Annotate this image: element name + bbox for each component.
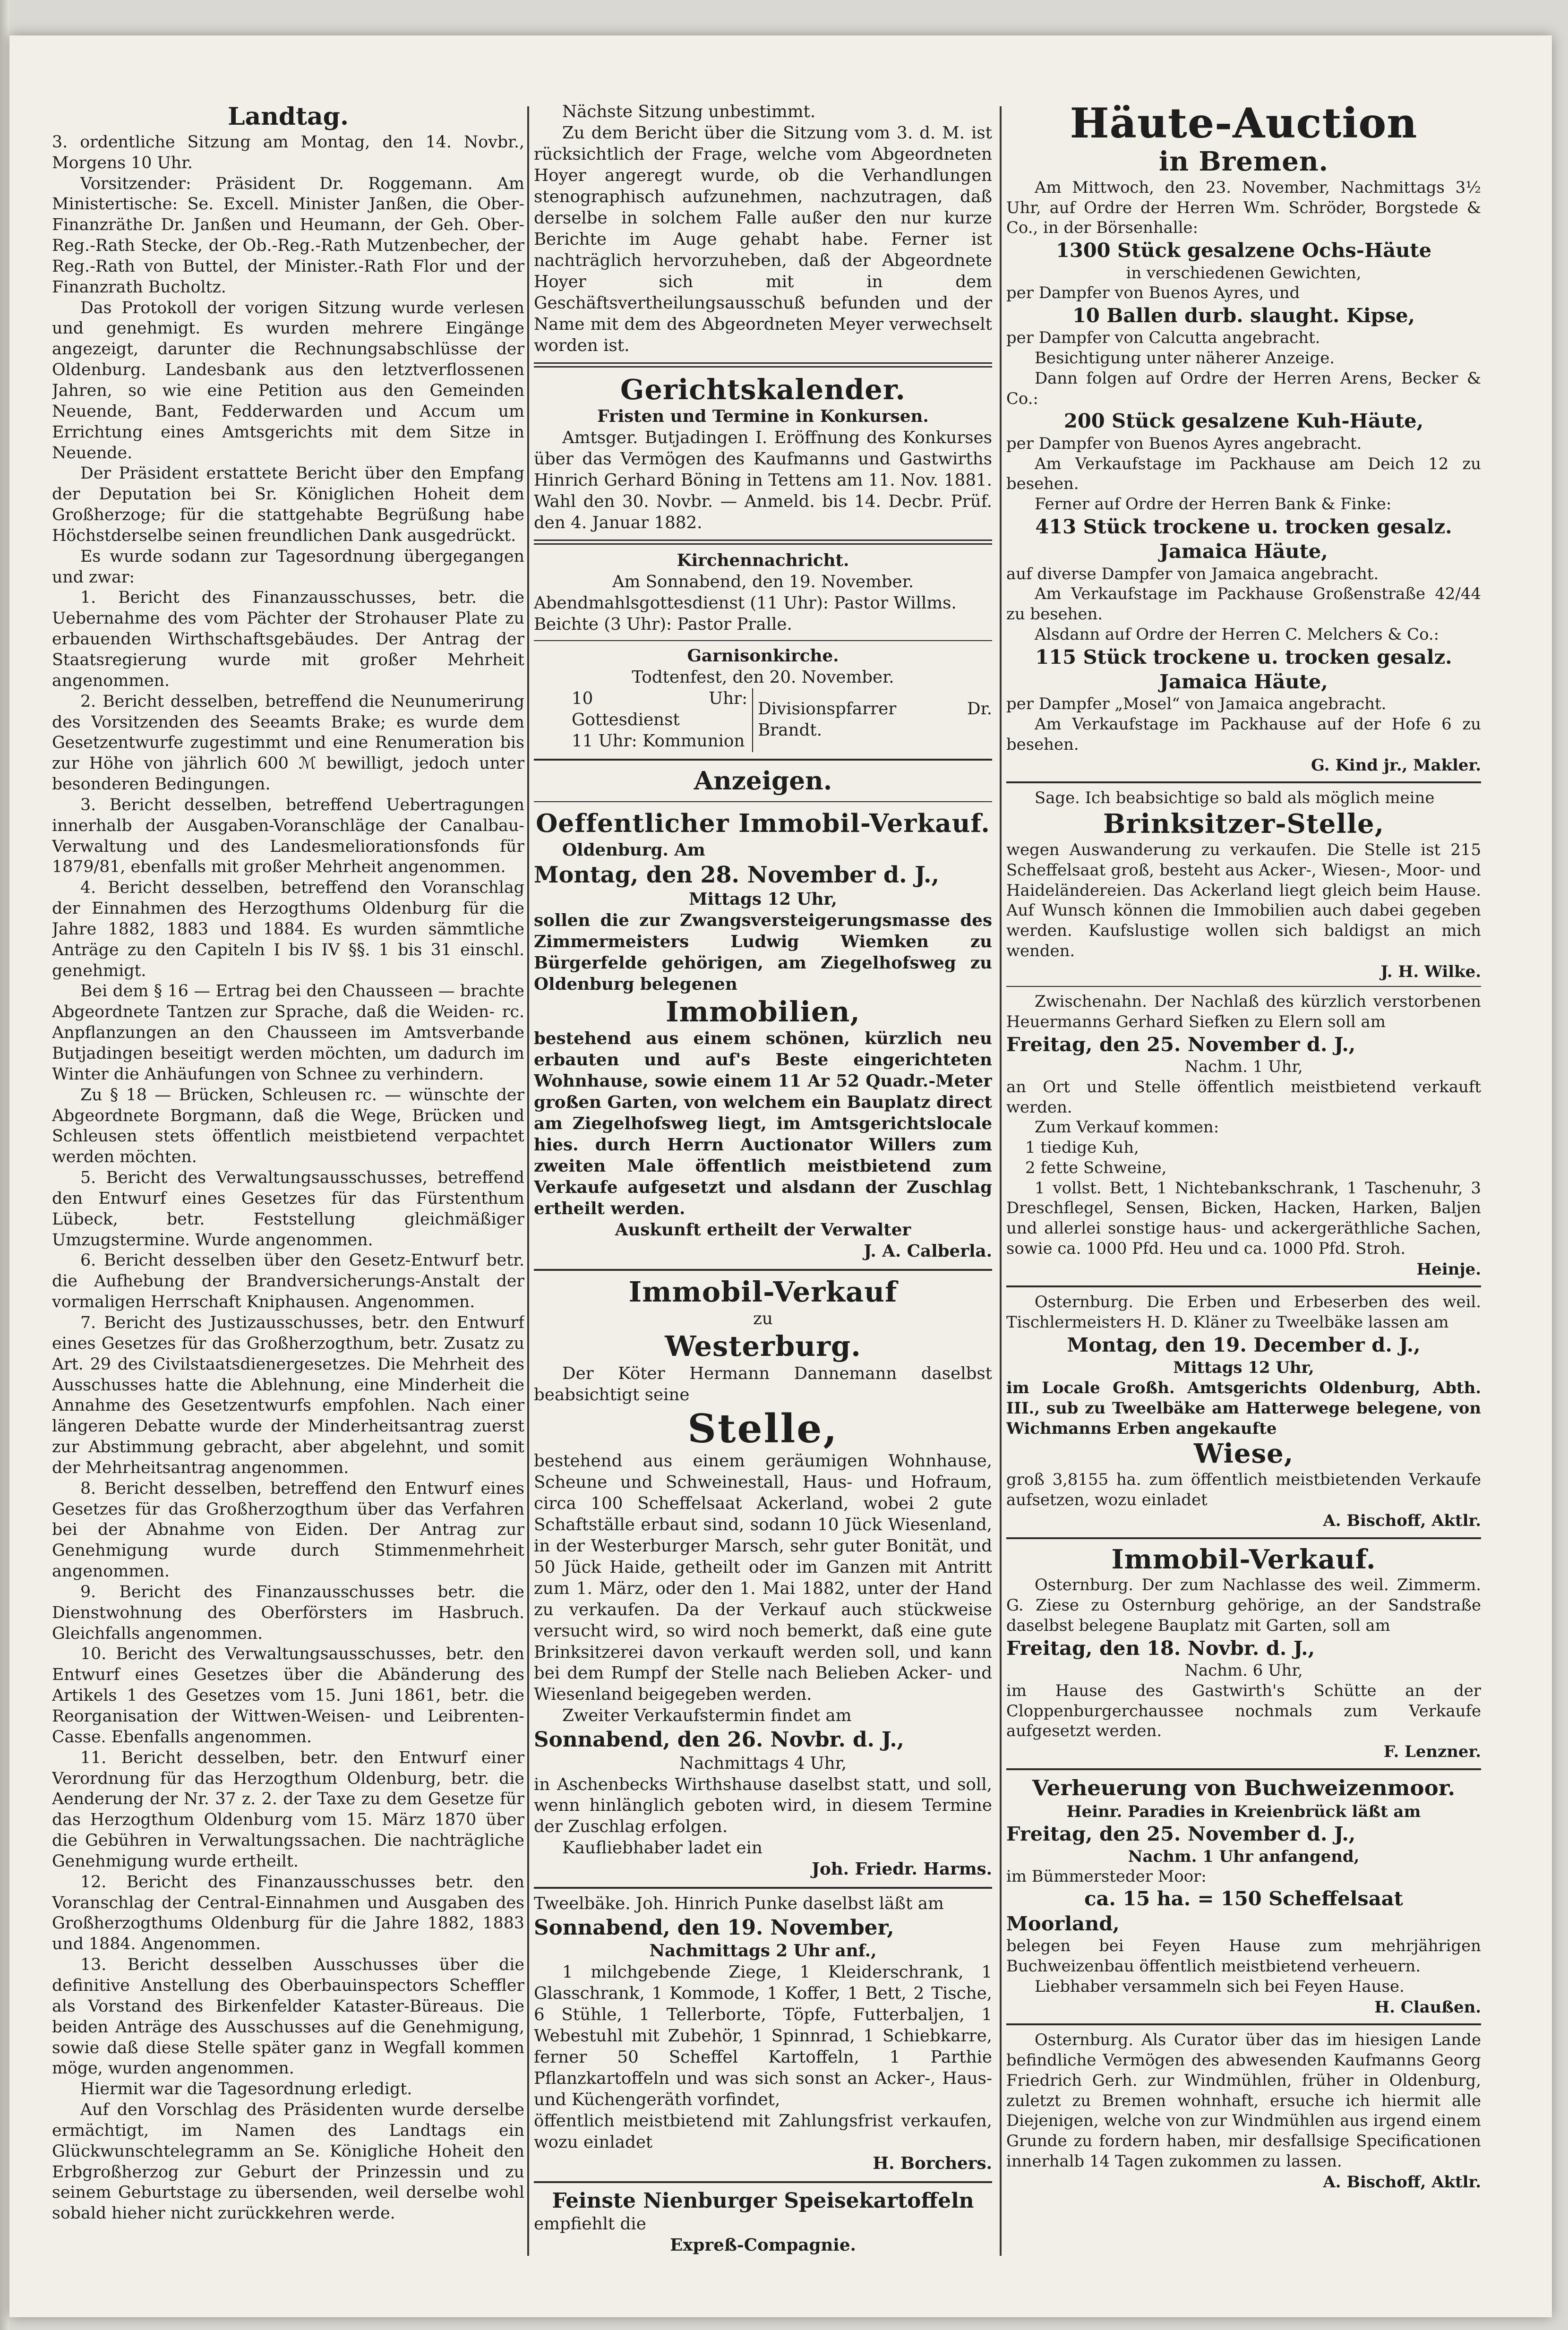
verkauf2-place: Westerburg. [665,1330,861,1363]
zwisch-text1: Zwischenahn. Der Nachlaß des kürzlich verstorbenen Heuermanns Gerhard Siefken zu Elern soll am [1006,992,1481,1031]
paragraph: 13. Bericht desselben Ausschusses über die definitive Anstellung des Oberbauinspectors Scheffler als Vorstand des Birkenfelder Kataster-Büreaus. Die beiden Anträge des Ausschusses auf die Genehmigung, sowie daß diese Stelle später ganz in Wegfall kommen möge, wurden angenommen. [52,1955,524,2078]
haeute-text10: Am Verkaufstage im Packhause Großenstraße 42/44 zu besehen. [1006,584,1481,624]
column-middle [534,102,992,2256]
zwisch-date: Freitag, den 25. November d. J., [1006,1032,1356,1056]
ostern1-date: Montag, den 19. December d. J., [1067,1333,1421,1356]
ostern2-sign: A. Bischoff, Aktlr. [1323,2172,1481,2191]
buch-text2: im Bümmersteder Moor: [1006,1867,1207,1885]
paragraph: Auf den Vorschlag des Präsidenten wurde derselbe ermächtigt, im Namen des Landtags ein Glückwunschtelegramm an Se. Königliche Hoheit den Erbgroßherzog zur Geburt der Prinzessin und zu seinem Geburtstage zu übersenden, weil derselbe wohl sobald hieher nicht zurückkehren werde. [52,2100,524,2223]
verkauf1-immobilien: Immobilien, [666,995,860,1028]
paragraph: Vorsitzender: Präsident Dr. Roggemann. Am Ministertische: Se. Excell. Minister Janßen, die Ober-Finanzräthe Dr. Janßen und Heumann, der Geh. Ober-Reg.-Rath Stecke, der Ob.-Reg.-Rath Mutzenbecher, der Reg.-Rath von Buttel, der Minister.-Rath Flor und der Finanzrath Bucholtz. [52,174,524,297]
immob-text2: im Hause des Gastwirth's Schütte an der Cloppenburgerchaussee nochmals zum Verkaufe aufgesetzt werden. [1006,1681,1481,1740]
divider [1006,986,1481,987]
newspaper-page [9,35,1552,2317]
ostern2-text: Osternburg. Als Curator über das im hiesigen Lande befindliche Vermögen des abwesenden Kaufmanns Georg Friedrich Gerh. zur Windmühlen, früher in Oldenburg, zuletzt zu Bremen wohnhaft, ersuche ich hiermit alle Diejenigen, welche von zur Windmühlen aus irgend einem Grunde zu fordern haben, mir desfallsige Specificationen innerhalb 14 Tagen zukommen zu lassen. [1006,2030,1481,2170]
buch-text4: Liebhaber versammeln sich bei Feyen Hause. [1035,1977,1405,1996]
kart-sign: Expreß-Compagnie. [670,2236,856,2255]
immob-sign: F. Lenzner. [1383,1742,1481,1761]
paragraph: Bei dem § 16 — Ertrag bei den Chausseen — brachte Abgeordnete Tantzen zur Sprache, daß die Weiden- rc. Anpflanzungen an den Chausseen im Amtsverbande Butjadingen beseitigt werden möchten, um dadurch im Winter die Anhäufungen von Schnee zu verhindern. [52,982,524,1084]
divider [1006,781,1481,783]
haeute-text3: per Dampfer von Calcutta angebracht. [1006,328,1320,347]
divider [534,759,992,761]
divider [534,1269,992,1271]
anzeigen-title: Anzeigen. [694,765,832,796]
verkauf1-text2: bestehend aus einem schönen, kürzlich neu erbauten und auf's Beste eingerichteten Wohnhause, sowie einem 11 Ar 52 Quadr.-Meter großen Garten, von welchem ein Bauplatz direct am Ziegelhofsweg liegt, im Amtsgerichtslocale hies. durch Herrn Auctionator Willers zum zweiten Male öffentlich meistbietend zum Verkaufe aufgesetzt und alsdann der Zuschlag ertheilt werden. [534,1029,992,1219]
verkauf2-stelle: Stelle, [687,1405,839,1452]
haeute-text6: per Dampfer von Buenos Ayres angebracht. [1006,434,1362,453]
divider [1006,2023,1481,2025]
haeute-text1: Am Mittwoch, den 23. November, Nachmittags 3½ Uhr, auf Ordre der Herren Wm. Schröder, Borgstede & Co., in der Börsenhalle: [1006,178,1481,237]
ostern1-title: Wiese, [1193,1438,1294,1470]
paragraph: 1. Bericht des Finanzausschusses, betr. die Uebernahme des vom Pächter der Strohauser Plate zu erbauenden Wirthschaftsgebäudes. Der Antrag der Staatsregierung wurde mit großer Mehrheit angenommen. [52,588,524,690]
ostern1-text2: im Locale Großh. Amtsgerichts Oldenburg, Abth. III., sub zu Tweelbäke am Hatterwege belegene, von Wichmanns Erben angekaufte [1006,1378,1481,1438]
paragraph: Das Protokoll der vorigen Sitzung wurde verlesen und genehmigt. Es wurden mehrere Eingänge angezeigt, darunter die Rechnungsabschlüsse der Oldenburg. Landesbank aus den letztverflossenen Jahren, so wie eine Petition aus den Gemeinden Neuende, Bant, Fedderwarden und Accum um Errichtung eines Amtsgerichts mit dem Sitze in Neuende. [52,298,524,463]
haeute-sign: G. Kind jr., Makler. [1311,755,1481,774]
divider [534,640,992,641]
zwisch-sign: Heinje. [1416,1259,1481,1278]
haeute-item5: 115 Stück trockene u. trocken gesalz. [1035,645,1452,668]
verkauf2-intro: Der Köter Hermann Dannemann daselbst beabsichtigt seine [534,1363,992,1405]
page-edge [0,0,9,2330]
landtag-continuation [534,102,992,357]
kart-text: empfiehlt die [534,2214,646,2234]
list-item: 1 tiedige Kuh, [1025,1138,1139,1157]
divider [534,2181,992,2183]
verkauf2-zu: zu [753,1309,773,1329]
garnison-date: Todtenfest, den 20. November. [632,667,894,687]
paragraph: 11. Bericht desselben, betr. den Entwurf einer Verordnung für das Herzogthum Oldenburg, betr. die Aenderung der Nr. 37 z. 2. der Taxe zu dem Gesetze für das Herzogthum Oldenburg vom 15. März 1870 über die Gebühren in Verwaltungssachen. Die nachträgliche Genehmigung wurde ertheilt. [52,1748,524,1871]
tweel-text1: Tweelbäke. Joh. Hinrich Punke daselbst läßt am [534,1894,944,1914]
buch-title: Verheuerung von Buchweizenmoor. [1032,1775,1456,1800]
gericht-subtitle: Fristen und Termine in Konkursen. [597,406,929,426]
verkauf2-text2: in Aschenbecks Wirthshause daselbst statt, und soll, wenn hinlänglich geboten wird, in diesem Termine der Zuschlag erfolgen. [534,1774,992,1837]
paragraph: Beichte (3 Uhr): Pastor Pralle. [534,614,792,634]
immob-title: Immobil-Verkauf. [1111,1543,1376,1575]
paragraph: Es wurde sodann zur Tagesordnung übergegangen und zwar: [52,547,524,587]
verkauf2-sign: Joh. Friedr. Harms. [812,1859,992,1879]
paragraph: 10. Bericht des Verwaltungsausschusses, betr. den Entwurf eines Gesetzes über die Abänderung des Artikels 1 des Gesetzes vom 15. Juni 1861, betr. die Reorganisation der Wittwen-Weisen- und Leibrenten-Casse. Ebenfalls angenommen. [52,1645,524,1747]
garnison-line2: 11 Uhr: Kommunion [572,731,745,751]
garnison-pastor: Divisionspfarrer Dr. Brandt. [758,699,992,740]
paragraph: Nächste Sitzung unbestimmt. [562,102,816,121]
tweel-text2: 1 milchgebende Ziege, 1 Kleiderschrank, 1 Glasschrank, 1 Kommode, 1 Koffer, 1 Bett, 2 Tische, 6 Stühle, 1 Tellerborte, Töpfe, Futterbaljen, 1 Webestuhl mit Zubehör, 1 Spinnrad, 1 Schiebkarre, ferner 50 Scheffel Kartoffeln, 1 Parthie Pflanzkartoffeln und was sich sonst an Acker-, Haus- und Küchengeräth vorfindet, [534,1962,992,2110]
buch-sign: H. Claußen. [1374,1997,1481,2016]
buch-item2: Moorland, [1006,1911,1120,1935]
haeute-title: Häute-Auction [1070,102,1418,147]
zwisch-text4: 1 vollst. Bett, 1 Nichtebankschrank, 1 Taschenuhr, 3 Dreschflegel, Sensen, Bicken, Hacken, Harken, Baljen und allerlei sonstige haus- und ackergeräthliche Sachen, sowie ca. 1000 Pfd. Heu und ca. 1000 Pfd. Stroh. [1006,1178,1481,1258]
buch-date: Freitag, den 25. November d. J., [1006,1822,1356,1845]
immob-time: Nachm. 6 Uhr, [1184,1661,1303,1680]
paragraph: 8. Bericht desselben, betreffend den Entwurf eines Gesetzes für das Großherzogthum über das Verfahren bei der Abnahme von Eiden. Der Antrag zur Genehmigung wurde durch Stimmenmehrheit angenommen. [52,1479,524,1581]
verkauf2-title: Immobil-Verkauf [628,1276,898,1309]
paragraph: Zu § 18 — Brücken, Schleusen rc. — wünschte der Abgeordnete Borgmann, daß die Wege, Brücken und Schleusen stets öffentlich meistbietend verpachtet werden möchten. [52,1085,524,1167]
buch-item: ca. 15 ha. = 150 Scheffelsaat [1084,1887,1403,1910]
paragraph: 9. Bericht des Finanzausschusses betr. die Dienstwohnung des Oberförsters im Hasbruch. Gleichfalls angenommen. [52,1582,524,1643]
divider [534,1887,992,1889]
zwisch-text3: Zum Verkauf kommen: [1035,1118,1219,1137]
column-right [1006,102,1481,2256]
paragraph: 4. Bericht desselben, betreffend den Voranschlag der Einnahmen des Herzogthums Oldenburg für die Jahre 1882, 1883 und 1884. Es wurden sämmtliche Anträge zu den Capiteln I bis IV §§. 1 bis 31 einschl. genehmigt. [52,878,524,980]
divider [534,801,992,802]
haeute-text2: per Dampfer von Buenos Ayres, und [1006,283,1300,302]
haeute-item3: 200 Stück gesalzene Kuh-Häute, [1063,409,1424,433]
garnison-title: Garnisonkirche. [687,646,839,666]
haeute-item5b: Jamaica Häute, [1159,670,1328,694]
verkauf2-date: Sonnabend, den 26. Novbr. d. J., [534,1728,904,1752]
divider [534,540,992,545]
verkauf2-time: Nachmittags 4 Uhr, [679,1753,847,1773]
haeute-text13: Am Verkaufstage im Packhause auf der Hofe 6 zu besehen. [1006,715,1481,754]
paragraph: Hiermit war die Tagesordnung erledigt. [80,2080,412,2099]
verkauf1-sign: J. A. Calberla. [864,1242,992,1261]
ostern1-text3: groß 3,8155 ha. zum öffentlich meistbietenden Verkaufe aufsetzen, wozu einladet [1006,1470,1481,1509]
divider [1006,1768,1481,1770]
ostern1-time: Mittags 12 Uhr, [1173,1358,1314,1377]
gericht-text: Amtsger. Butjadingen I. Eröffnung des Konkurses über das Vermögen des Kaufmanns und Gastwirths Hinrich Gerhard Böning in Tettens am 11. Nov. 1881. Wahl den 30. Novbr. — Anmeld. bis 14. Decbr. Prüf. den 4. Januar 1882. [534,428,992,532]
kirchen-title: Kirchennachricht. [677,550,849,570]
paragraph: 3. ordentliche Sitzung am Montag, den 14. Novbr., Morgens 10 Uhr. [52,132,524,172]
haeute-text7: Am Verkaufstage im Packhause am Deich 12 zu besehen. [1006,454,1481,493]
landtag-title: Landtag. [227,102,349,131]
garnison-line1: 10 Uhr: Gottesdienst [572,688,748,729]
haeute-item4: 413 Stück trockene u. trocken gesalz. [1035,514,1452,538]
haeute-text4: Besichtigung unter näherer Anzeige. [1035,349,1335,368]
sage-text2: wegen Auswanderung zu verkaufen. Die Stelle ist 215 Scheffelsaat groß, besteht aus Acker-, Wiesen-, Moor- und Haideländereien. Das Ackerland liegt gleich beim Hause. Auf Wunsch können die Immobilien auch dabei gegeben werden. Kaufslustige wollen sich baldigst an mich wenden. [1006,840,1481,960]
verkauf2-second: Zweiter Verkaufstermin findet am [562,1706,852,1726]
ostern1-sign: A. Bischoff, Aktlr. [1323,1510,1481,1530]
divider [534,362,992,368]
haeute-item1b: in verschiedenen Gewichten, [1126,263,1362,282]
verkauf1-date: Montag, den 28. November d. J., [534,862,940,889]
verkauf2-invite: Kaufliebhaber ladet ein [562,1838,763,1858]
verkauf1-title: Oeffentlicher Immobil-Verkauf. [536,808,990,839]
garnison-service [534,688,992,752]
divider [1006,1285,1481,1287]
zwisch-text2: an Ort und Stelle öffentlich meistbietend verkauft werden. [1006,1077,1481,1116]
paragraph: 3. Bericht desselben, betreffend Uebertragungen innerhalb der Ausgaben-Voranschläge der Canalbau-Verwaltung und des Landesmeliorationsfonds für 1879/81, ebenfalls mit großer Mehrheit angenommen. [52,795,524,877]
tweel-text3: öffentlich meistbietend mit Zahlungsfrist verkaufen, wozu einladet [534,2111,992,2152]
paragraph: Zu dem Bericht über die Sitzung vom 3. d. M. ist rücksichtlich der Frage, welche vom Abgeordneten Hoyer angeregt wurde, ob die Verhandlungen stenographisch aufzunehmen, nachzutragen, daß derselbe in solchem Falle außer den nur kurze Berichte im Auge gehabt habe. Ferner ist nachträglich hervorzuheben, daß der Abgeordnete Hoyer sich mit in dem Geschäftsvertheilungsausschuß befunden und der Name mit dem des Abgeordneten Meyer verwechselt worden ist. [534,123,992,355]
haeute-subtitle: in Bremen. [1158,146,1329,177]
zwisch-time: Nachm. 1 Uhr, [1184,1057,1303,1076]
buch-text1: Heinr. Paradies in Kreienbrück läßt am [1066,1801,1421,1821]
immob-text1: Osternburg. Der zum Nachlasse des weil. Zimmerm. G. Ziese zu Osternburg gehörige, an der Sandstraße daselbst belegene Bauplatz mit Garten, soll am [1006,1576,1481,1635]
paragraph: 5. Bericht des Verwaltungsausschusses, betreffend den Entwurf eines Gesetzes für das Fürstenthum Lübeck, betr. Feststellung gleichmäßiger Umzugstermine. Wurde angenommen. [52,1168,524,1250]
paragraph: 7. Bericht des Justizausschusses, betr. den Entwurf eines Gesetzes für das Großherzogthum, betr. Zusatz zu Art. 29 des Civilstaatsdienergesetzes. Die Mehrheit des Ausschusses hatte die Ablehnung, eine Minderheit die Annahme des Gesetzentwurfs empfohlen. Nach einer längeren Debatte wurde der Minderheitsantrag zuerst zur Abstimmung gebracht, aber abgelehnt, und somit der Mehrheitsantrag angenommen. [52,1313,524,1477]
zwisch-items [1006,1138,1481,1178]
verkauf1-time: Mittags 12 Uhr, [689,890,837,909]
sage-sign: J. H. Wilke. [1380,961,1481,981]
haeute-text8: Ferner auf Ordre der Herren Bank & Finke: [1035,495,1392,514]
verkauf2-text: bestehend aus einem geräumigen Wohnhause, Scheune und Schweinestall, Haus- und Hofraum, circa 100 Scheffelsaat Ackerland, wobei 2 gute Schaftställe erbaut sind, sodann 10 Jück Wiesenland, in der Westerburger Marsch, sehr guter Bonität, und 50 Jück Haide, getheilt oder im Ganzen mit Antritt zum 1. März, oder den 1. Mai 1882, unter der Hand zu verkaufen. Da der Verkauf auch stückweise versucht wird, so wird noch bemerkt, daß eine gute Brinksitzerei davon verkauft werden soll, und kann bei dem Rumpf der Stelle nach Belieben Acker- und Wiesenland beigegeben werden. [534,1451,992,1705]
haeute-text5: Dann folgen auf Ordre der Herren Arens, Becker & Co.: [1006,368,1481,408]
haeute-text12: per Dampfer „Mosel“ von Jamaica angebracht. [1006,694,1387,713]
paragraph: 2. Bericht desselben, betreffend die Neunumerirung des Vorsitzenden des Seeamts Brake; es wurde dem Gesetzentwurfe zugestimmt und eine Renumeration bis zur Höhe von jährlich 600 ℳ bewilligt, jedoch unter besonderen Bedingungen. [52,692,524,794]
haeute-text11: Alsdann auf Ordre der Herren C. Melchers & Co.: [1035,625,1439,643]
paragraph: Der Präsident erstattete Bericht über den Empfang der Deputation bei Sr. Königlichen Hoheit dem Großherzoge; für die stattgehabte Begrüßung habe Höchstderselbe seinen freundlichen Dank ausgedrückt. [52,464,524,545]
tweel-date: Sonnabend, den 19. November, [534,1916,894,1940]
paragraph: Abendmahlsgottesdienst (11 Uhr): Pastor Willms. [534,593,957,613]
column-rule [527,106,529,2256]
divider [1006,1537,1481,1539]
haeute-item4b: Jamaica Häute, [1159,540,1328,563]
tweel-time: Nachmittags 2 Uhr anf., [649,1941,877,1961]
garnison-times [572,688,753,752]
verkauf1-place: Oldenburg. Am [562,840,705,860]
sage-title: Brinksitzer-Stelle, [1103,808,1385,840]
ostern1-text1: Osternburg. Die Erben und Erbeserben des weil. Tischlermeisters H. D. Kläner zu Tweelbäke lassen am [1006,1293,1481,1332]
paragraph: 12. Bericht des Finanzausschusses betr. den Voranschlag der Central-Einnahmen und Ausgaben des Großherzogthums Oldenburg für die Jahre 1882, 1883 und 1884. Angenommen. [52,1872,524,1954]
list-item: 2 fette Schweine, [1025,1158,1167,1177]
kirchen-lines [534,572,992,635]
immob-date: Freitag, den 18. Novbr. d. J., [1006,1636,1315,1660]
haeute-text9: auf diverse Dampfer von Jamaica angebracht. [1006,564,1379,583]
haeute-item1: 1300 Stück gesalzene Ochs-Häute [1055,239,1432,262]
kart-title: Feinste Nienburger Speisekartoffeln [552,2189,974,2213]
buch-text3: belegen bei Feyen Hause zum mehrjährigen Buchweizenbau öffentlich meistbietend verheuern. [1006,1936,1481,1976]
paragraph: Am Sonnabend, den 19. November. [612,572,914,591]
column-left [52,102,524,2256]
buch-time: Nachm. 1 Uhr anfangend, [1128,1846,1360,1866]
column-rule [1000,106,1002,2256]
verkauf1-info: Auskunft ertheilt der Verwalter [615,1220,911,1240]
paragraph: 6. Bericht desselben über den Gesetz-Entwurf betr. die Aufhebung der Brandversicherungs-Anstalt der vormaligen Herrschaft Kniphausen. Angenommen. [52,1251,524,1312]
tweel-sign: H. Borchers. [873,2154,992,2174]
verkauf1-text1: sollen die zur Zwangsversteigerungsmasse des Zimmermeisters Ludwig Wiemken zu Bürgerfelde gehörigen, am Ziegelhofsweg zu Oldenburg belegenen [534,911,992,994]
haeute-item2: 10 Ballen durb. slaught. Kipse, [1072,304,1415,327]
sage-text1: Sage. Ich beabsichtige so bald als möglich meine [1035,788,1435,807]
landtag-report [52,132,524,2224]
gericht-title: Gerichtskalender. [620,373,906,406]
